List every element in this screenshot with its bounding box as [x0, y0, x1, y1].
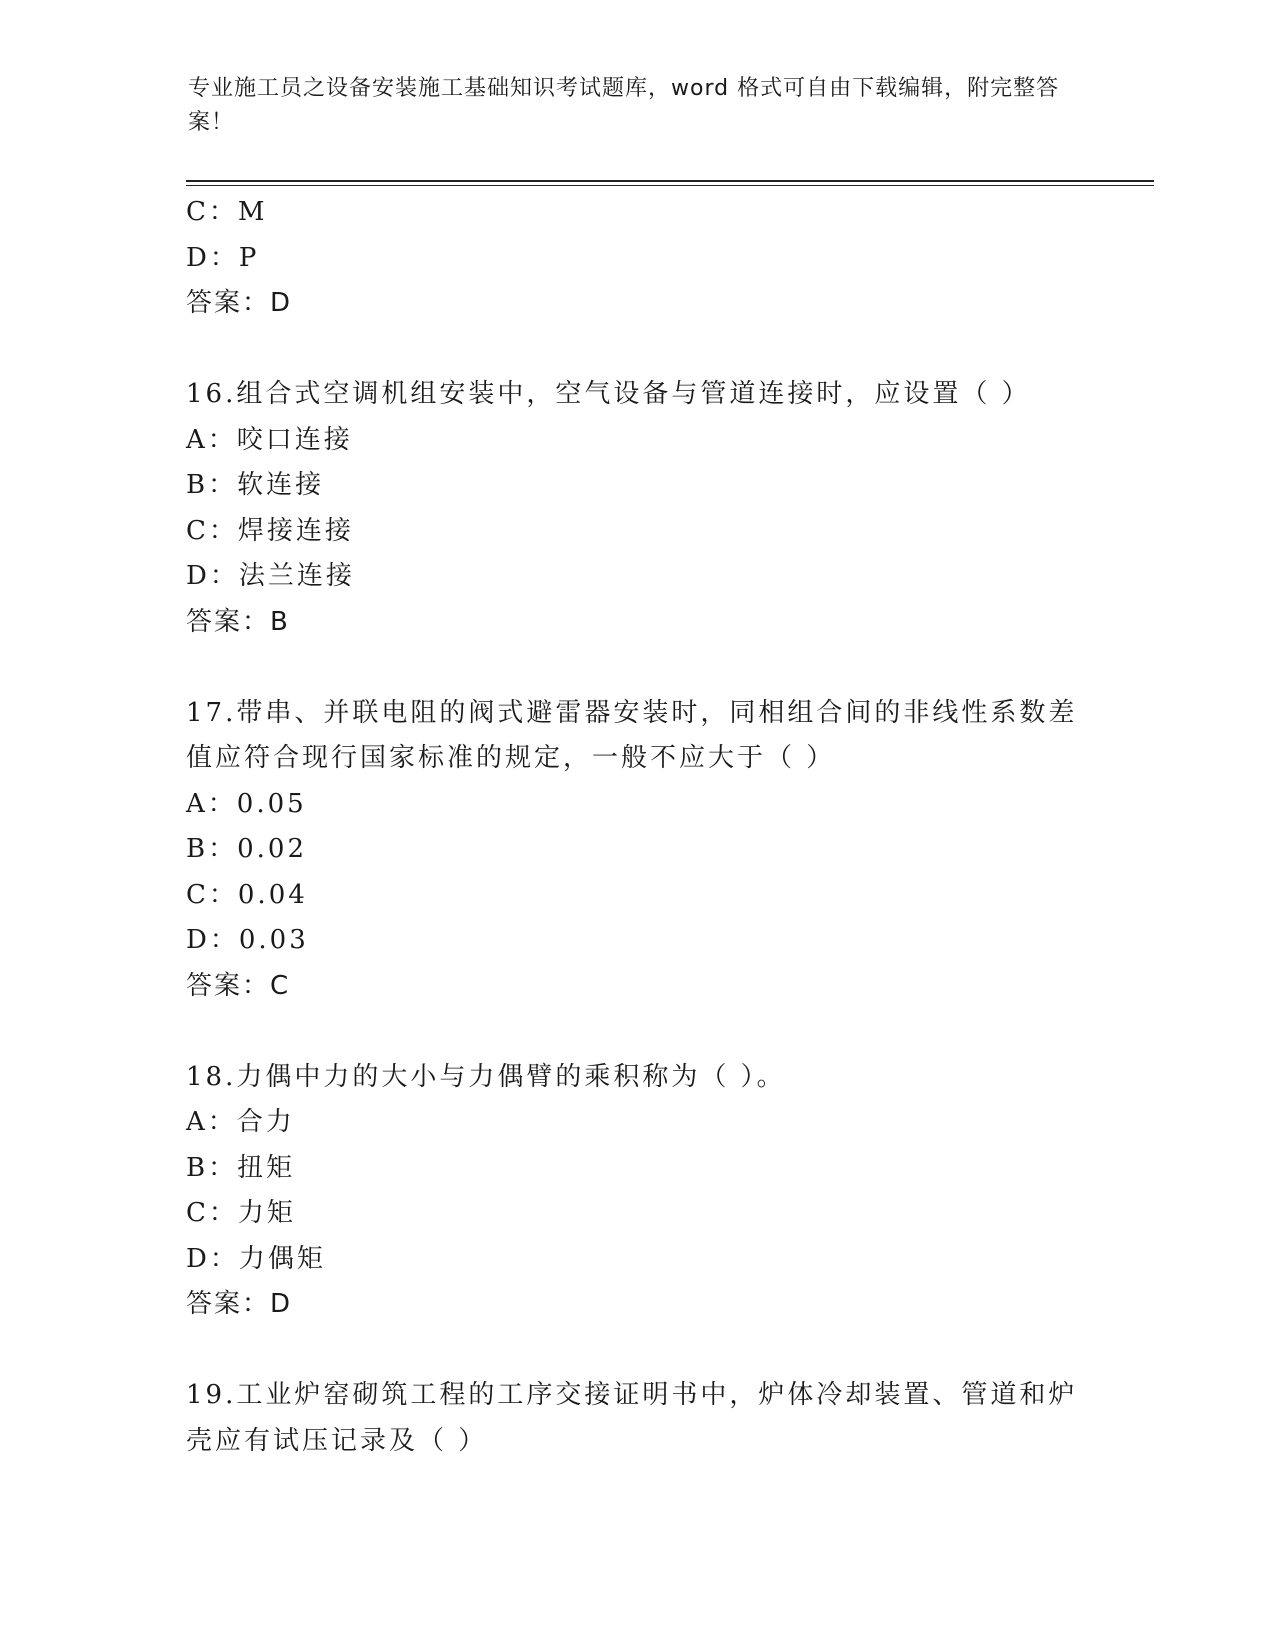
- answer-line: 答案：D: [186, 1289, 293, 1319]
- question-18: [186, 1055, 1086, 1328]
- header-rule-thin: [186, 185, 1154, 186]
- answer-line: 答案：D: [186, 288, 293, 318]
- answer-line: 答案：C: [186, 970, 291, 1001]
- question-17: [186, 691, 1086, 1010]
- option-a: A：0.05: [186, 788, 307, 819]
- page-header: 专业施工员之设备安装施工基础知识考试题库，word 格式可自由下载编辑，附完整答案！: [188, 76, 1060, 135]
- option-d: D：力偶矩: [186, 1243, 326, 1274]
- option-a: A：咬口连接: [186, 424, 353, 455]
- question-19: [186, 1373, 1086, 1464]
- spacer: [186, 1328, 1086, 1374]
- question-stem: 16.组合式空调机组安装中，空气设备与管道连接时，应设置（ ）: [186, 379, 1031, 409]
- spacer: [186, 1009, 1086, 1055]
- spacer: [186, 327, 1086, 373]
- option-d: D：法兰连接: [186, 561, 355, 591]
- spacer: [186, 645, 1086, 691]
- header-rule-thick: [186, 180, 1154, 182]
- option-b: B：扭矩: [186, 1152, 296, 1183]
- option-b: B：0.02: [186, 834, 307, 864]
- question-stem: 17.带串、并联电阻的阀式避雷器安装时，同相组合间的非线性系数差值应符合现行国家标准的规定，一般不应大于（ ）: [186, 697, 1078, 773]
- question-stem: 19.工业炉窑砌筑工程的工序交接证明书中，炉体冷却装置、管道和炉壳应有试压记录及（ ）: [186, 1380, 1078, 1456]
- option-d: D：P: [186, 242, 260, 273]
- option-d: D：0.03: [186, 925, 309, 955]
- question-stem: 18.力偶中力的大小与力偶臂的乘积称为（ ）。: [186, 1061, 786, 1092]
- question-16: [186, 372, 1086, 645]
- option-a: A：合力: [186, 1107, 295, 1137]
- question-list: [186, 190, 1086, 1464]
- option-b: B：软连接: [186, 470, 325, 500]
- answer-line: 答案：B: [186, 606, 290, 637]
- option-c: C：焊接连接: [186, 515, 354, 546]
- option-c: C：力矩: [186, 1198, 296, 1228]
- option-c: C：M: [186, 197, 268, 227]
- option-c: C：0.04: [186, 879, 308, 910]
